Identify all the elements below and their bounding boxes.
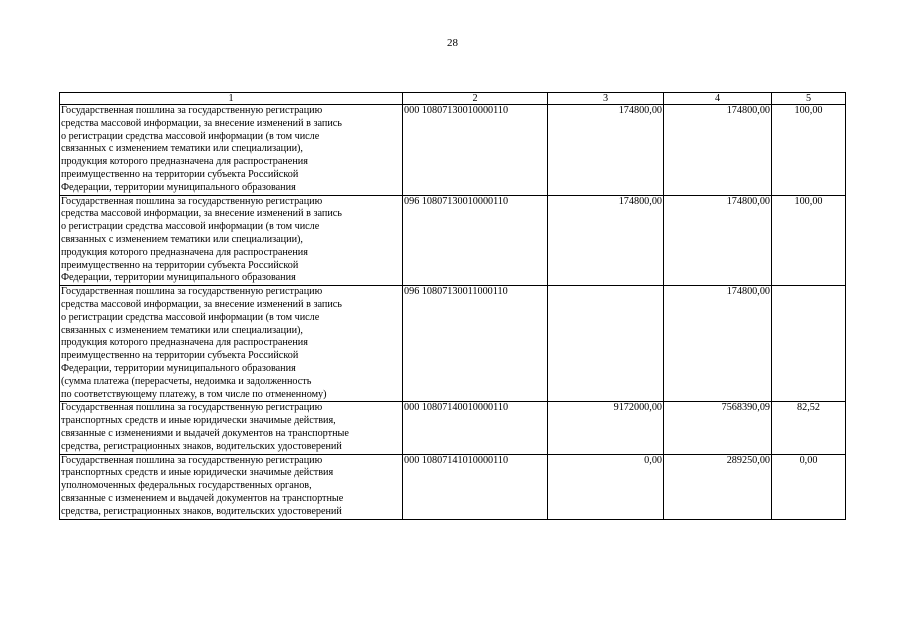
row-col4-cell: 289250,00 <box>664 454 772 519</box>
row-col4-cell: 174800,00 <box>664 286 772 402</box>
row-col4-cell: 174800,00 <box>664 195 772 286</box>
row-name-cell: Государственная пошлина за государственную регистрацию средства массовой информации, за внесение изменений в запись о регистрации средства массовой информации (в том числе связанных с изменением тематики или специализации), продукция которого предназначена для распространения преимущественно на территории субъекта Российской Федерации, территории муниципального образования <box>60 105 403 196</box>
row-code-cell: 096 10807130011000110 <box>403 286 548 402</box>
row-name-cell: Государственная пошлина за государственную регистрацию средства массовой информации, за внесение изменений в запись о регистрации средства массовой информации (в том числе связанных с изменением тематики или специализации), продукция которого предназначена для распространения преимущественно на территории субъекта Российской Федерации, территории муниципального образования <box>60 195 403 286</box>
header-col-5: 5 <box>772 93 846 105</box>
row-code-cell: 000 10807130010000110 <box>403 105 548 196</box>
row-code-cell: 000 10807140010000110 <box>403 402 548 454</box>
header-col-3: 3 <box>548 93 664 105</box>
row-col3-cell: 0,00 <box>548 454 664 519</box>
row-col3-cell: 9172000,00 <box>548 402 664 454</box>
row-name-cell: Государственная пошлина за государственную регистрацию транспортных средств и иные юридически значимые действия уполномоченных федеральных государственных органов, связанные с изменением и выдачей документов на транспортные средства, регистрационных знаков, водительских удостоверений <box>60 454 403 519</box>
table-row <box>60 454 846 519</box>
row-col3-cell: 174800,00 <box>548 195 664 286</box>
row-col5-cell: 100,00 <box>772 105 846 196</box>
row-name-cell: Государственная пошлина за государственную регистрацию средства массовой информации, за внесение изменений в запись о регистрации средства массовой информации (в том числе связанных с изменением тематики или специализации), продукция которого предназначена для распространения преимущественно на территории субъекта Российской Федерации, территории муниципального образования (сумма платежа (перерасчеты, недоимка и задолженность по соответствующему платежу, в том числе по отмененному) <box>60 286 403 402</box>
page-number: 28 <box>447 37 458 49</box>
row-col3-cell <box>548 286 664 402</box>
header-col-4: 4 <box>664 93 772 105</box>
table-row <box>60 195 846 286</box>
row-code-cell: 096 10807130010000110 <box>403 195 548 286</box>
table-row <box>60 286 846 402</box>
budget-table <box>59 92 846 520</box>
header-col-2: 2 <box>403 93 548 105</box>
row-col5-cell: 82,52 <box>772 402 846 454</box>
row-name-cell: Государственная пошлина за государственную регистрацию транспортных средств и иные юридически значимые действия, связанные с изменениями и выдачей документов на транспортные средства, регистрационных знаков, водительских удостоверений <box>60 402 403 454</box>
row-code-cell: 000 10807141010000110 <box>403 454 548 519</box>
table-row <box>60 402 846 454</box>
row-col5-cell: 0,00 <box>772 454 846 519</box>
row-col3-cell: 174800,00 <box>548 105 664 196</box>
row-col5-cell <box>772 286 846 402</box>
header-col-1: 1 <box>60 93 403 105</box>
table-header-row <box>60 93 846 105</box>
row-col5-cell: 100,00 <box>772 195 846 286</box>
table-row <box>60 105 846 196</box>
row-col4-cell: 7568390,09 <box>664 402 772 454</box>
row-col4-cell: 174800,00 <box>664 105 772 196</box>
